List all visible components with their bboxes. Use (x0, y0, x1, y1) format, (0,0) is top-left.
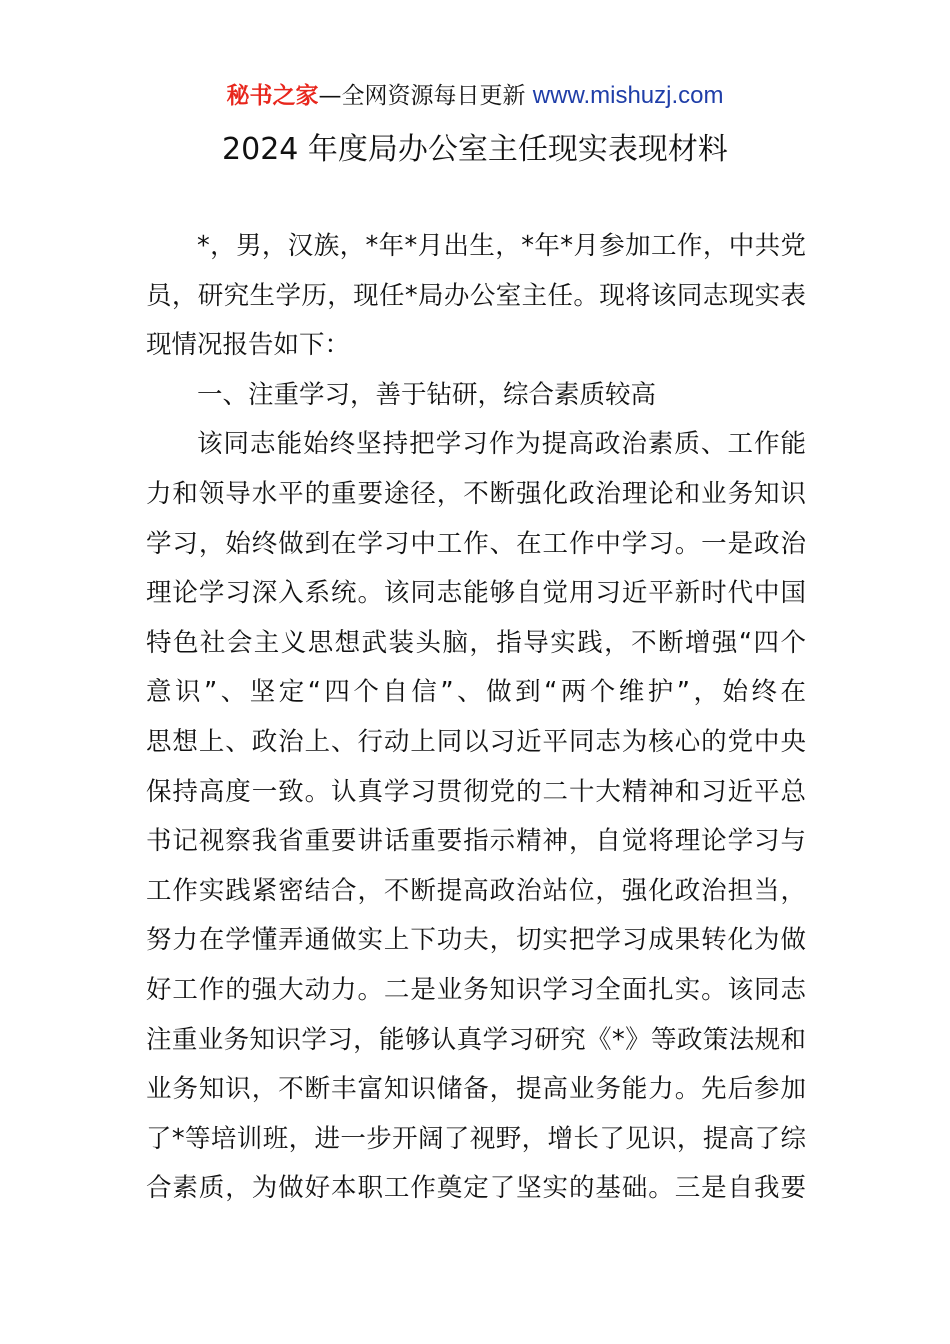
header-tagline: —全网资源每日更新 (318, 83, 533, 109)
paragraph-line: 好工作的强大动力。二是业务知识学习全面扎实。该同志 (146, 974, 806, 1005)
paragraph-line: 书记视察我省重要讲话重要指示精神，自觉将理论学习与 (146, 826, 806, 857)
paragraph-line: 业务知识，不断丰富知识储备，提高业务能力。先后参加 (146, 1074, 806, 1105)
paragraph-line: 现情况报告如下： (146, 330, 351, 361)
paragraph-line: *，男，汉族，*年*月出生，*年*月参加工作，中共党 (197, 231, 806, 261)
paragraph-line: 学习，始终做到在学习中工作、在工作中学习。一是政治 (146, 528, 806, 559)
site-header (0, 80, 950, 112)
paragraph-line: 工作实践紧密结合，不断提高政治站位，强化政治担当， (146, 875, 806, 906)
paragraph-line: 努力在学懂弄通做实上下功夫，切实把学习成果转化为做 (146, 925, 806, 956)
paragraph-line: 特色社会主义思想武装头脑，指导实践，不断增强“四个 (146, 627, 806, 658)
paragraph-line: 该同志能始终坚持把学习作为提高政治素质、工作能 (197, 429, 806, 460)
paragraph-line: 力和领导水平的重要途径，不断强化政治理论和业务知识 (146, 478, 806, 509)
paragraph-line: 员，研究生学历，现任*局办公室主任。现将该同志现实表 (146, 280, 806, 311)
document-title: 2024 年度局办公室主任现实表现材料 (222, 132, 728, 167)
paragraph-line: 思想上、政治上、行动上同以习近平同志为核心的党中央 (146, 726, 806, 757)
paragraph-line: 意识”、坚定“四个自信”、做到“两个维护”，始终在 (146, 677, 806, 708)
paragraph-line: 保持高度一致。认真学习贯彻党的二十大精神和习近平总 (146, 776, 806, 807)
brand-name: 秘书之家 (226, 83, 319, 109)
paragraph-line: 注重业务知识学习，能够认真学习研究《*》等政策法规和 (146, 1024, 806, 1055)
paragraph-line: 了*等培训班，进一步开阔了视野，增长了见识，提高了综 (146, 1123, 806, 1154)
paragraph-line: 合素质，为做好本职工作奠定了坚实的基础。三是自我要 (146, 1173, 806, 1204)
paragraph-line: 理论学习深入系统。该同志能够自觉用习近平新时代中国 (146, 578, 806, 609)
document-body (146, 222, 806, 1214)
site-url-link[interactable]: www.mishuzj.com (532, 82, 724, 109)
section-heading: 一、注重学习，善于钻研，综合素质较高 (197, 379, 657, 410)
